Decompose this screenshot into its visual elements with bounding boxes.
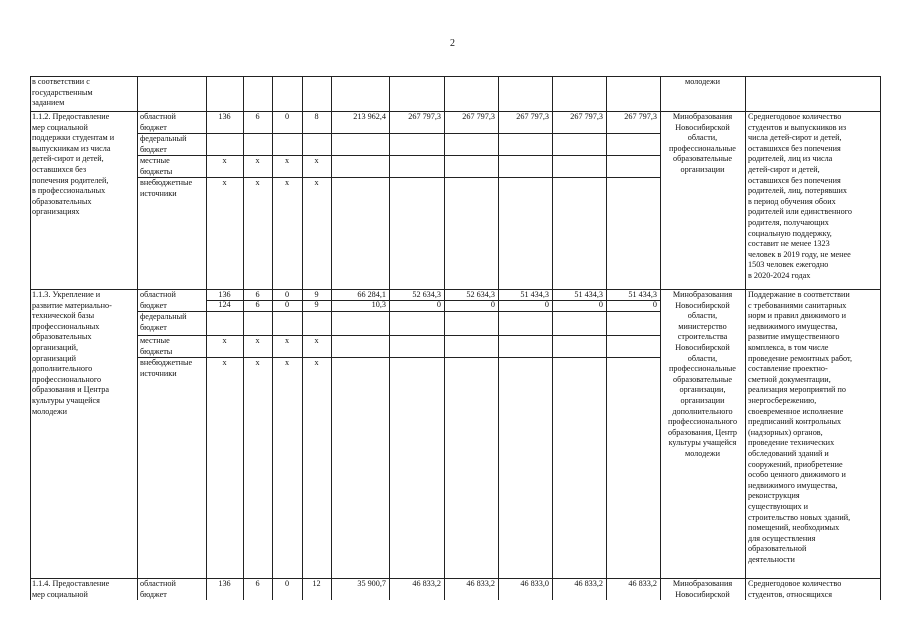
activity-name: мер социальной — [32, 589, 88, 599]
column-divider — [880, 76, 881, 600]
value-cell: 0 — [544, 300, 549, 309]
code-cell: 0 — [284, 300, 290, 309]
column-divider — [745, 76, 746, 600]
executor: Новосибирской — [675, 589, 730, 599]
funding-source: федеральный — [140, 312, 187, 321]
expected-result: в 2020-2024 годах — [748, 271, 811, 280]
funding-source: внебюджетные — [140, 178, 193, 187]
code-cell: 6 — [255, 579, 260, 588]
activity-name: дополнительного — [32, 364, 93, 374]
column-divider — [331, 76, 332, 600]
expected-result: социальную поддержку, — [748, 228, 832, 238]
funding-source: бюджет — [140, 144, 167, 154]
activity-name: 1.1.3. Укрепление и — [32, 290, 101, 299]
executor: области, — [687, 311, 718, 321]
expected-result: родителя, получающих — [748, 218, 829, 227]
activity-name: профессионального — [32, 374, 102, 384]
column-divider — [498, 76, 499, 600]
value-cell: 35 900,7 — [357, 579, 386, 588]
value-cell: 267 797,3 — [570, 112, 603, 121]
expected-result: обследований зданий и — [748, 449, 829, 458]
column-divider — [606, 76, 607, 600]
executor: строительства — [677, 332, 728, 342]
expected-result: развитие имущественного — [748, 332, 840, 342]
activity-name: заданием — [32, 98, 65, 108]
activity-name: организациях — [32, 207, 80, 217]
funding-source: местные — [140, 156, 170, 165]
expected-result: составит не менее 1323 — [748, 239, 830, 249]
executor: министерство — [678, 321, 727, 331]
activity-name: развитие материально- — [32, 300, 112, 310]
expected-result: энергосбережению, — [748, 396, 817, 405]
executor: образования, Центр — [668, 427, 737, 437]
expected-result: предписаний контрольных — [748, 417, 842, 427]
code-cell: 12 — [312, 579, 321, 588]
executor: профессиональные — [669, 143, 736, 153]
value-cell: 10,3 — [371, 300, 386, 309]
value-cell: 51 434,3 — [628, 290, 657, 299]
code-cell: 0 — [284, 579, 290, 588]
executor: молодежи — [685, 449, 720, 458]
column-divider — [389, 76, 390, 600]
code-cell: 9 — [314, 300, 319, 309]
activity-name: молодежи — [32, 406, 67, 416]
column-divider — [444, 76, 445, 600]
code-cell: х — [255, 156, 260, 165]
executor: Минобразования — [672, 579, 733, 588]
code-cell: 124 — [218, 300, 231, 309]
expected-result: существующих и — [748, 502, 808, 511]
expected-result: студентов и выпускников из — [748, 122, 847, 132]
value-cell: 51 434,3 — [574, 290, 603, 299]
code-cell: х — [284, 358, 290, 367]
funding-source: местные — [140, 336, 170, 345]
executor: Минобразования — [672, 290, 733, 299]
value-cell: 66 284,1 — [357, 290, 386, 299]
code-cell: х — [284, 336, 290, 345]
code-cell: 6 — [255, 300, 260, 309]
funding-source: источники — [140, 368, 177, 378]
activity-name: 1.1.4. Предоставление — [32, 579, 110, 588]
code-cell: 0 — [284, 290, 290, 299]
activity-name: 1.1.2. Предоставление — [32, 112, 110, 121]
executor: организации — [680, 396, 725, 405]
activity-name: образовательных — [32, 196, 92, 206]
code-cell: 9 — [314, 290, 319, 299]
expected-result: оставшихся без попечения — [748, 143, 841, 153]
value-cell: 51 434,3 — [520, 290, 549, 299]
column-divider — [552, 76, 553, 600]
code-cell: 136 — [218, 290, 231, 299]
expected-result: проведение технических — [748, 438, 835, 448]
activity-name: поддержки студентам и — [32, 133, 115, 143]
activity-name: технической базы — [32, 311, 95, 321]
value-cell: 52 634,3 — [412, 290, 441, 299]
activity-name: организаций — [32, 353, 76, 363]
activity-name: образовательных — [32, 332, 92, 342]
subrow-divider — [137, 311, 660, 312]
expected-result: недвижимого имущества, — [748, 480, 838, 490]
executor: образовательные — [673, 154, 732, 164]
funding-source: бюджет — [140, 122, 167, 132]
executor: Новосибирской — [675, 300, 730, 310]
expected-result: Среднегодовое количество — [748, 112, 842, 121]
funding-source: областной — [140, 290, 176, 299]
code-cell: х — [284, 156, 290, 165]
executor: культуры учащейся — [668, 438, 737, 448]
activity-name: детей-сирот и детей, — [32, 154, 104, 164]
value-cell: 46 833,0 — [520, 579, 549, 588]
code-cell: х — [314, 336, 319, 345]
page-number: 2 — [450, 38, 455, 49]
expected-result: сооружений, приобретение — [748, 459, 843, 469]
funding-source: бюджет — [140, 322, 167, 332]
code-cell: х — [222, 178, 227, 187]
code-cell: х — [314, 178, 319, 187]
executor: области, — [687, 133, 718, 143]
code-cell: 0 — [284, 112, 290, 121]
activity-name: организаций, — [32, 343, 79, 352]
code-cell: х — [314, 358, 319, 367]
code-cell: 136 — [218, 579, 231, 588]
code-cell: 8 — [314, 112, 319, 121]
expected-result: родителей или единственного — [748, 207, 852, 217]
value-cell: 46 833,2 — [412, 579, 441, 588]
expected-result: реконструкция — [748, 491, 800, 501]
value-cell: 0 — [598, 300, 603, 309]
value-cell: 0 — [652, 300, 657, 309]
code-cell: х — [222, 156, 227, 165]
executor: Новосибирской — [675, 343, 730, 352]
executor: Новосибирской — [675, 122, 730, 132]
activity-name: культуры учащейся — [32, 396, 100, 405]
executor: молодежи — [685, 77, 720, 86]
value-cell: 46 833,2 — [466, 579, 495, 588]
funding-source: бюджеты — [140, 166, 173, 176]
expected-result: родителей, лиц, потерявших — [748, 186, 847, 196]
value-cell: 267 797,3 — [462, 112, 495, 121]
funding-source: областной — [140, 579, 176, 588]
expected-result: комплекса, в том числе — [748, 343, 829, 352]
expected-result: помещений, необходимых — [748, 523, 840, 533]
expected-result: составление проектно- — [748, 364, 828, 374]
activity-name: мер социальной — [32, 122, 88, 132]
expected-result: студентов, относящихся — [748, 589, 832, 599]
expected-result: норм и правил движимого и — [748, 311, 846, 321]
expected-result: Поддержание в соответствии — [748, 290, 850, 299]
executor: Минобразования — [672, 112, 733, 121]
funding-source: источники — [140, 188, 177, 198]
activity-name: профессиональных — [32, 321, 100, 331]
code-cell: х — [222, 358, 227, 367]
funding-source: областной — [140, 112, 176, 121]
value-cell: 267 797,3 — [624, 112, 657, 121]
code-cell: х — [284, 178, 290, 187]
expected-result: своевременное исполнение — [748, 406, 844, 416]
executor: организации, — [679, 385, 726, 395]
expected-result: человек в 2019 году, не менее — [748, 249, 851, 259]
funding-source: бюджет — [140, 300, 167, 310]
code-cell: х — [255, 178, 260, 187]
executor: профессиональные — [669, 364, 736, 374]
expected-result: недвижимого имущества, — [748, 321, 838, 331]
value-cell: 46 833,2 — [628, 579, 657, 588]
code-cell: 136 — [218, 112, 231, 121]
code-cell: х — [255, 358, 260, 367]
column-divider — [30, 76, 31, 600]
value-cell: 0 — [436, 300, 441, 309]
activity-name: образования и Центра — [32, 385, 109, 395]
expected-result: 1503 человек ежегодно — [748, 260, 829, 270]
activity-name: оставшихся без — [32, 165, 87, 174]
funding-source: федеральный — [140, 134, 187, 143]
expected-result: строительство новых зданий, — [748, 512, 851, 522]
expected-result: (надзорных) органов, — [748, 427, 823, 437]
value-cell: 46 833,2 — [574, 579, 603, 588]
code-cell: 6 — [255, 112, 260, 121]
code-cell: х — [314, 156, 319, 165]
value-cell: 213 962,4 — [353, 112, 386, 121]
expected-result: детей-сирот и детей, — [748, 165, 820, 174]
activity-name: выпускникам из числа — [32, 143, 111, 153]
expected-result: Среднегодовое количество — [748, 579, 842, 588]
executor: области, — [687, 353, 718, 363]
executor: организации — [680, 165, 725, 174]
expected-result: сметной документации, — [748, 374, 831, 384]
expected-result: образовательной — [748, 544, 807, 554]
code-cell: х — [222, 336, 227, 345]
executor: образовательные — [673, 374, 732, 384]
expected-result: для осуществления — [748, 533, 816, 543]
code-cell: х — [255, 336, 260, 345]
expected-result: особо ценного движимого и — [748, 470, 846, 480]
expected-result: оставшихся без попечения — [748, 175, 841, 185]
expected-result: в период обучения обоих — [748, 196, 836, 206]
subrow-divider — [137, 133, 660, 134]
funding-source: внебюджетные — [140, 358, 193, 367]
activity-name: в профессиональных — [32, 186, 106, 196]
code-cell: 6 — [255, 290, 260, 299]
expected-result: реализация мероприятий по — [748, 385, 846, 395]
executor: профессионального — [667, 417, 738, 427]
value-cell: 267 797,3 — [516, 112, 549, 121]
activity-name: попечения родителей, — [32, 175, 109, 185]
value-cell: 267 797,3 — [408, 112, 441, 121]
expected-result: деятельности — [748, 555, 795, 564]
expected-result: проведение ремонтных работ, — [748, 353, 853, 363]
activity-name: в соответствии с — [32, 77, 90, 86]
expected-result: родителей, лиц из числа — [748, 154, 833, 164]
table-top-border — [30, 76, 880, 77]
value-cell: 52 634,3 — [466, 290, 495, 299]
funding-source: бюджет — [140, 589, 167, 599]
column-divider — [137, 76, 138, 600]
expected-result: числа детей-сирот и детей, — [748, 133, 842, 143]
funding-source: бюджеты — [140, 346, 173, 356]
executor: дополнительного — [672, 406, 733, 416]
expected-result: с требованиями санитарных — [748, 300, 847, 310]
activity-name: государственным — [32, 87, 93, 97]
value-cell: 0 — [490, 300, 495, 309]
